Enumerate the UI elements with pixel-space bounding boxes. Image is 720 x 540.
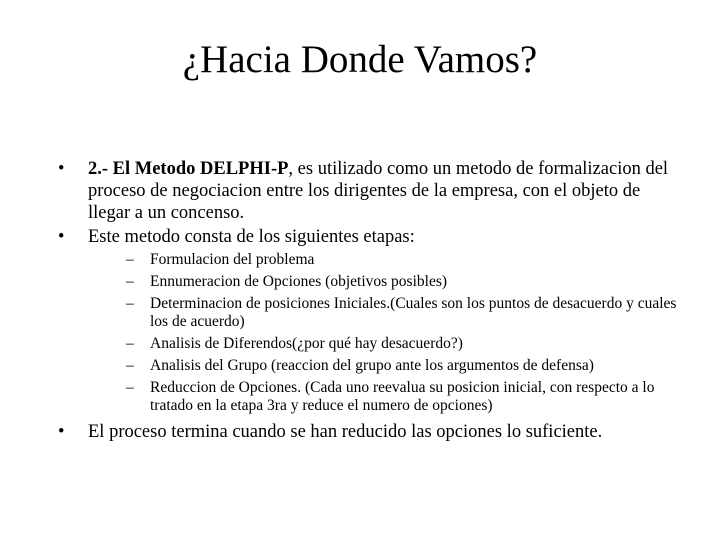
etapas-list xyxy=(88,251,678,415)
dash-marker: – xyxy=(126,379,134,396)
bullet-etapas xyxy=(58,226,678,415)
dash-marker: – xyxy=(126,295,134,312)
bullet-text: Este metodo consta de los siguientes etapas: xyxy=(88,227,415,247)
dash-marker: – xyxy=(126,357,134,374)
etapa-text: Reduccion de Opciones. (Cada uno reevalua su posicion inicial, con respecto a lo tratado en la etapa 3ra y reduce el numero de opciones) xyxy=(150,379,655,414)
slide-content xyxy=(58,158,678,445)
bullet-marker: • xyxy=(58,159,65,179)
etapa-text: Analisis de Diferendos(¿por qué hay desacuerdo?) xyxy=(150,335,463,352)
dash-marker: – xyxy=(126,251,134,268)
bullet-bold-heading: 2.- El Metodo DELPHI-P xyxy=(88,159,289,179)
etapa-text: Determinacion de posiciones Iniciales.(Cuales son los puntos de desacuerdo y cuales los de acuerdo) xyxy=(150,295,677,330)
dash-marker: – xyxy=(126,273,134,290)
etapa-text: Analisis del Grupo (reaccion del grupo ante los argumentos de defensa) xyxy=(150,357,594,374)
slide-title: ¿Hacia Donde Vamos? xyxy=(182,38,538,81)
bullet-marker: • xyxy=(58,422,65,442)
bullet-delphi xyxy=(58,158,678,224)
etapa-text: Formulacion del problema xyxy=(150,251,315,268)
etapa-item xyxy=(88,335,678,353)
etapa-item xyxy=(88,273,678,291)
etapa-item xyxy=(88,379,678,415)
etapa-text: Ennumeracion de Opciones (objetivos posibles) xyxy=(150,273,448,290)
dash-marker: – xyxy=(126,335,134,352)
etapa-item xyxy=(88,251,678,269)
bullet-text: El proceso termina cuando se han reducido las opciones lo suficiente. xyxy=(88,422,603,442)
bullet-text: , es utilizado como un metodo de formalizacion del proceso de negociacion entre los dirigentes de la empresa, con el objeto de llegar a un concenso. xyxy=(88,159,669,223)
etapa-item xyxy=(88,295,678,331)
etapa-item xyxy=(88,357,678,375)
bullet-final xyxy=(58,421,678,443)
bullet-marker: • xyxy=(58,227,65,247)
